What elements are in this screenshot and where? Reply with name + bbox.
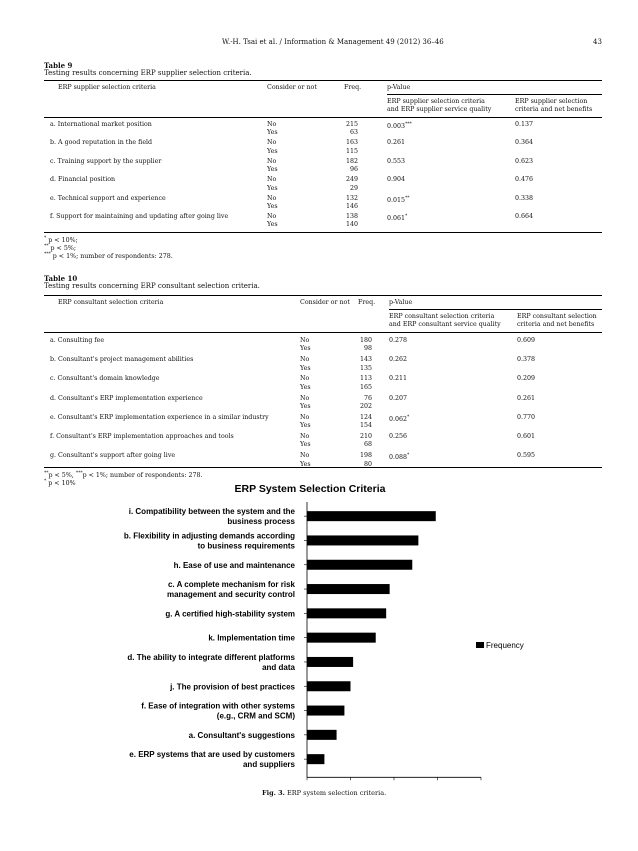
table10-col-pvalue: p-Value — [389, 299, 413, 306]
x-tick-label — [430, 783, 445, 785]
table-row-freq-no: 198 — [359, 452, 372, 460]
table-row-freq-no: 124 — [359, 413, 372, 421]
page-number: 43 — [593, 38, 602, 46]
x-tick-label — [473, 783, 488, 785]
table-row-p1: 0.211 — [389, 375, 408, 383]
table9-top-rule — [44, 80, 602, 81]
table-row-criterion: b. A good reputation in the field — [50, 139, 153, 147]
table-row-p1: 0.207 — [389, 394, 408, 402]
table-row-freq-yes: 98 — [363, 345, 372, 353]
table-row-freq-yes: 96 — [349, 166, 358, 174]
legend-label: Frequency — [486, 641, 524, 650]
table-row-p2: 0.770 — [517, 413, 536, 421]
category-label: e. ERP systems that are used by customers — [129, 750, 295, 760]
table9-caption: Testing results concerning ERP supplier selection criteria. — [44, 69, 252, 77]
table-row-freq-yes: 165 — [359, 383, 372, 391]
table9-sub2b: criteria and net benefits — [515, 106, 593, 113]
bar — [307, 633, 376, 643]
table-row-no: No — [267, 157, 277, 165]
category-label: f. Ease of integration with other systems — [141, 701, 295, 711]
table9-col-criteria: ERP supplier selection criteria — [58, 84, 156, 91]
bar — [307, 511, 436, 521]
table-row-freq-no: 76 — [363, 394, 372, 402]
table-row-yes: Yes — [300, 345, 311, 353]
table-row-criterion: c. Consultant's domain knowledge — [50, 375, 160, 383]
table-row-p2: 0.338 — [515, 194, 534, 202]
table-row-yes: Yes — [267, 184, 278, 192]
table10-footnote-2: * p < 10% — [44, 479, 76, 488]
table-row-freq-no: 215 — [345, 121, 358, 128]
table-row-no: No — [300, 433, 310, 440]
table-row-yes: Yes — [300, 383, 311, 391]
table-row-criterion: e. Consultant's ERP implementation experience in a similar industry — [50, 413, 269, 421]
table-row-criterion: b. Consultant's project management abilities — [50, 356, 194, 364]
figure-caption: Fig. 3. ERP system selection criteria. — [262, 789, 387, 797]
chart-title: ERP System Selection Criteria — [234, 483, 386, 495]
table-row-freq-no: 249 — [345, 176, 358, 184]
bar — [307, 584, 390, 594]
table-row-p1: 0.061* — [387, 214, 408, 223]
table-row-criterion: e. Technical support and experience — [50, 194, 166, 202]
table10-sub1b: and ERP consultant service quality — [389, 321, 501, 328]
table-row-yes: Yes — [300, 441, 311, 449]
bar — [307, 730, 337, 740]
table-row-freq-yes: 29 — [349, 184, 358, 192]
table-row-no: No — [267, 213, 277, 220]
table-row-yes: Yes — [300, 460, 311, 468]
table-row-no: No — [300, 375, 310, 383]
table9-col-pvalue: p-Value — [387, 84, 411, 91]
category-label: g. A certified high-stability system — [165, 609, 295, 619]
table-row-freq-no: 113 — [359, 375, 372, 383]
table9-bottom-rule — [44, 232, 602, 233]
table9-label: Table 9 — [44, 61, 73, 70]
table-row-yes: Yes — [300, 402, 311, 410]
table-row-freq-yes: 68 — [363, 441, 372, 449]
table9-sub1b: and ERP supplier service quality — [387, 106, 492, 113]
x-tick-label — [345, 783, 355, 785]
table-row-p2: 0.664 — [515, 213, 534, 220]
table-row-freq-no: 163 — [345, 139, 358, 147]
x-tick-label — [304, 783, 309, 785]
table-row-no: No — [300, 452, 310, 460]
table-row-criterion: a. International market position — [50, 121, 152, 128]
table-row-freq-no: 180 — [359, 337, 372, 344]
table-row-p1: 0.262 — [389, 356, 408, 364]
table-row-no: No — [300, 356, 310, 364]
category-label: j. The provision of best practices — [170, 682, 295, 692]
table10-pvalue-rule — [389, 309, 602, 310]
bar — [307, 681, 351, 691]
table-row-p2: 0.601 — [517, 433, 536, 440]
table-row-yes: Yes — [267, 166, 278, 174]
category-label: to business requirements — [197, 541, 295, 551]
table9-sub1: ERP supplier selection criteria — [387, 98, 485, 105]
table10-label: Table 10 — [44, 274, 78, 283]
table-row-p2: 0.209 — [517, 375, 536, 383]
table-row-p1: 0.088* — [389, 453, 410, 462]
table-row-no: No — [267, 121, 277, 128]
category-label: management and security control — [166, 590, 295, 600]
table-row-freq-yes: 154 — [359, 422, 372, 430]
category-label: k. Implementation time — [208, 633, 295, 643]
table9-header-rule — [44, 117, 602, 118]
table10-col-consider: Consider or not — [300, 299, 350, 306]
table-row-yes: Yes — [300, 364, 311, 372]
table-row-criterion: a. Consulting fee — [50, 337, 105, 344]
table-row-no: No — [300, 394, 310, 402]
table-row-p1: 0.553 — [387, 157, 406, 165]
table-row-p2: 0.623 — [515, 157, 534, 165]
table-row-p2: 0.378 — [517, 356, 536, 364]
table-row-yes: Yes — [300, 422, 311, 430]
table-row-p2: 0.595 — [517, 452, 536, 460]
table-row-freq-no: 143 — [359, 356, 372, 364]
table-row-freq-no: 138 — [345, 213, 358, 220]
table9-col-consider: Consider or not — [267, 84, 317, 91]
category-label: and data — [262, 662, 295, 672]
table-row-freq-no: 132 — [345, 194, 358, 202]
running-header: W.-H. Tsai et al. / Information & Management 49 (2012) 36–46 — [222, 38, 444, 46]
table-row-no: No — [267, 139, 277, 147]
table10-footnote-1: **p < 5%, ***p < 1%; number of respondents: 278. — [44, 471, 203, 480]
table-row-p2: 0.609 — [517, 337, 536, 344]
table-row-p1: 0.003*** — [387, 122, 412, 131]
table-row-freq-no: 182 — [345, 157, 358, 165]
table9-footnote-3: *** p < 1%; number of respondents: 278. — [44, 252, 173, 261]
table-row-criterion: g. Consultant's support after going live — [50, 452, 176, 460]
table-row-freq-yes: 63 — [349, 129, 358, 137]
table-row-criterion: f. Support for maintaining and updating after going live — [50, 213, 229, 220]
table-row-criterion: d. Financial position — [50, 176, 116, 184]
table-row-freq-yes: 115 — [345, 147, 358, 155]
bar — [307, 560, 412, 570]
table-row-freq-yes: 80 — [363, 460, 372, 468]
table10-sub2b: criteria and net benefits — [517, 321, 595, 328]
table10-sub1: ERP consultant selection criteria — [389, 313, 495, 320]
table-row-p2: 0.261 — [517, 394, 536, 402]
table9-sub2: ERP supplier selection — [515, 98, 588, 105]
table9-col-freq: Freq. — [344, 84, 362, 91]
category-label: (e.g., CRM and SCM) — [216, 711, 295, 721]
table-row-no: No — [300, 413, 310, 421]
table-row-yes: Yes — [267, 129, 278, 137]
table-row-freq-yes: 202 — [359, 402, 372, 410]
table-row-no: No — [267, 176, 277, 184]
bar — [307, 535, 418, 545]
category-label: i. Compatibility between the system and the — [128, 507, 295, 517]
x-tick-label — [386, 783, 401, 785]
category-label: business process — [227, 517, 295, 527]
table-row-no: No — [267, 194, 277, 202]
table9-pvalue-rule — [387, 94, 602, 95]
table10-header-rule — [44, 332, 602, 333]
table10-caption: Testing results concerning ERP consultant selection criteria. — [44, 282, 260, 290]
table-row-p1: 0.261 — [387, 139, 406, 147]
table-row-p1: 0.904 — [387, 176, 406, 184]
table-row-criterion: f. Consultant's ERP implementation approaches and tools — [50, 433, 234, 440]
bar — [307, 754, 324, 764]
table-row-criterion: c. Training support by the supplier — [50, 157, 162, 165]
table-row-freq-yes: 140 — [345, 221, 358, 229]
table9-footnote-2: ** p < 5%; — [44, 244, 76, 253]
legend-swatch — [476, 642, 484, 648]
bar — [307, 706, 344, 716]
category-label: a. Consultant's suggestions — [188, 730, 295, 740]
table-row-freq-no: 210 — [359, 433, 372, 440]
table-row-p1: 0.278 — [389, 337, 408, 344]
table-row-p2: 0.364 — [515, 139, 534, 147]
table9-footnote-1: * p < 10%; — [44, 236, 78, 245]
table-row-no: No — [300, 337, 310, 344]
table10-col-freq: Freq. — [358, 299, 376, 306]
bar — [307, 657, 353, 667]
table-row-yes: Yes — [267, 147, 278, 155]
table-row-freq-yes: 146 — [345, 202, 358, 210]
category-label: c. A complete mechanism for risk — [167, 580, 295, 590]
table-row-p2: 0.137 — [515, 121, 534, 128]
table-row-yes: Yes — [267, 202, 278, 210]
table-row-freq-yes: 135 — [359, 364, 372, 372]
table-row-p1: 0.062* — [389, 414, 410, 423]
table-row-p1: 0.015** — [387, 195, 410, 204]
table-row-yes: Yes — [267, 221, 278, 229]
table10-sub2: ERP consultant selection — [517, 313, 597, 320]
table-row-p1: 0.256 — [389, 433, 408, 440]
category-label: b. Flexibility in adjusting demands according — [123, 531, 295, 541]
category-label: d. The ability to integrate different platforms — [127, 652, 295, 662]
bar — [307, 608, 386, 618]
category-label: and suppliers — [242, 760, 295, 770]
table10-bottom-rule — [44, 467, 602, 468]
table10-top-rule — [44, 295, 602, 296]
selection-criteria-chart — [110, 480, 530, 785]
category-label: h. Ease of use and maintenance — [173, 560, 295, 570]
table10-col-criteria: ERP consultant selection criteria — [58, 299, 164, 306]
table-row-p2: 0.476 — [515, 176, 534, 184]
table-row-criterion: d. Consultant's ERP implementation experience — [50, 394, 203, 402]
